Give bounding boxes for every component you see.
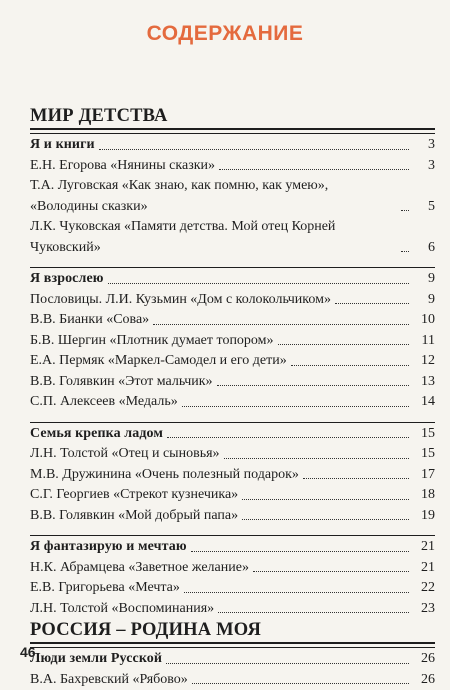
toc-entry xyxy=(30,578,435,599)
entry-text: В.В. Голявкин «Мой добрый папа» xyxy=(30,506,238,527)
page-ref: 15 xyxy=(413,444,435,465)
toc-entry xyxy=(30,392,435,413)
toc-entry xyxy=(30,217,435,258)
toc-entry xyxy=(30,176,435,217)
section-header xyxy=(30,424,435,445)
toc-entry xyxy=(30,599,435,620)
page-ref: 26 xyxy=(413,649,435,670)
dot-leader xyxy=(166,662,409,664)
section-title: Я взрослею xyxy=(30,269,104,290)
page-ref: 12 xyxy=(413,351,435,372)
page-ref: 11 xyxy=(413,331,435,352)
dot-leader xyxy=(278,343,409,345)
dot-leader xyxy=(192,682,409,684)
page-ref: 10 xyxy=(413,310,435,331)
page-ref: 26 xyxy=(413,670,435,690)
entry-text: В.В. Бианки «Сова» xyxy=(30,310,149,331)
entry-text: С.Г. Георгиев «Стрекот кузнечика» xyxy=(30,485,238,506)
page-ref: 3 xyxy=(413,156,435,177)
dot-leader xyxy=(167,436,409,438)
page-ref: 13 xyxy=(413,372,435,393)
page-ref: 9 xyxy=(413,290,435,311)
part-title: МИР ДЕТСТВА xyxy=(30,105,435,130)
page-ref: 5 xyxy=(413,197,435,218)
dot-leader xyxy=(99,148,409,150)
entry-text: В.В. Голявкин «Этот мальчик» xyxy=(30,372,213,393)
page-ref: 15 xyxy=(413,424,435,445)
page-number: 46 xyxy=(20,644,36,660)
dot-leader xyxy=(335,302,409,304)
toc-entry xyxy=(30,558,435,579)
section-header xyxy=(30,135,435,156)
entry-text: Н.К. Абрамцева «Заветное желание» xyxy=(30,558,249,579)
dot-leader xyxy=(219,168,409,170)
toc-entry xyxy=(30,290,435,311)
section-title: Люди земли Русской xyxy=(30,649,162,670)
entry-text: Л.К. Чуковская «Памяти детства. Мой отец Корней Чуковский» xyxy=(30,217,397,258)
dot-leader xyxy=(401,209,409,211)
section-title: Семья крепка ладом xyxy=(30,424,163,445)
section-header xyxy=(30,537,435,558)
page-ref: 21 xyxy=(413,558,435,579)
page-ref: 9 xyxy=(413,269,435,290)
page-ref: 14 xyxy=(413,392,435,413)
entry-text: Т.А. Луговская «Как знаю, как помню, как умею», «Володины сказки» xyxy=(30,176,397,217)
entry-text: Е.Н. Егорова «Нянины сказки» xyxy=(30,156,215,177)
entry-text: Л.Н. Толстой «Воспоминания» xyxy=(30,599,214,620)
entry-text: В.А. Бахревский «Рябово» xyxy=(30,670,188,690)
page-ref: 22 xyxy=(413,578,435,599)
dot-leader xyxy=(242,498,409,500)
toc-entry xyxy=(30,506,435,527)
toc-entry xyxy=(30,351,435,372)
dot-leader xyxy=(191,550,409,552)
dot-leader xyxy=(182,405,409,407)
toc-entry xyxy=(30,156,435,177)
page-ref: 18 xyxy=(413,485,435,506)
page-ref: 19 xyxy=(413,506,435,527)
table-of-contents xyxy=(30,105,435,690)
toc-entry xyxy=(30,670,435,690)
dot-leader xyxy=(184,591,409,593)
entry-text: Е.В. Григорьева «Мечта» xyxy=(30,578,180,599)
dot-leader xyxy=(153,323,409,325)
dot-leader xyxy=(401,250,409,252)
entry-text: Л.Н. Толстой «Отец и сыновья» xyxy=(30,444,220,465)
page-ref: 17 xyxy=(413,465,435,486)
toc-entry xyxy=(30,372,435,393)
section-fantaziruyu xyxy=(30,535,435,619)
dot-leader xyxy=(224,457,409,459)
section-semya xyxy=(30,422,435,527)
page-ref: 21 xyxy=(413,537,435,558)
section-title: Я и книги xyxy=(30,135,95,156)
toc-entry xyxy=(30,465,435,486)
entry-text: С.П. Алексеев «Медаль» xyxy=(30,392,178,413)
dot-leader xyxy=(242,518,409,520)
section-ya-vzrosleyu xyxy=(30,267,435,413)
page-ref: 23 xyxy=(413,599,435,620)
entry-text: М.В. Дружинина «Очень полезный подарок» xyxy=(30,465,299,486)
entry-text: Е.А. Пермяк «Маркел-Самодел и его дети» xyxy=(30,351,287,372)
section-header xyxy=(30,269,435,290)
page-ref: 6 xyxy=(413,238,435,259)
toc-entry xyxy=(30,485,435,506)
page-ref: 3 xyxy=(413,135,435,156)
dot-leader xyxy=(217,384,409,386)
section-title: Я фантазирую и мечтаю xyxy=(30,537,187,558)
dot-leader xyxy=(291,364,409,366)
dot-leader xyxy=(303,477,409,479)
section-ya-i-knigi xyxy=(30,133,435,258)
dot-leader xyxy=(253,570,409,572)
entry-text: Б.В. Шергин «Плотник думает топором» xyxy=(30,331,274,352)
dot-leader xyxy=(108,282,409,284)
entry-text: Пословицы. Л.И. Кузьмин «Дом с колокольчиком» xyxy=(30,290,331,311)
dot-leader xyxy=(218,611,409,613)
toc-entry xyxy=(30,331,435,352)
toc-entry xyxy=(30,444,435,465)
contents-heading: СОДЕРЖАНИЕ xyxy=(0,22,450,46)
section-header xyxy=(30,649,435,670)
part-title: РОССИЯ – РОДИНА МОЯ xyxy=(30,619,435,644)
section-lyudi-zemli xyxy=(30,647,435,690)
toc-entry xyxy=(30,310,435,331)
